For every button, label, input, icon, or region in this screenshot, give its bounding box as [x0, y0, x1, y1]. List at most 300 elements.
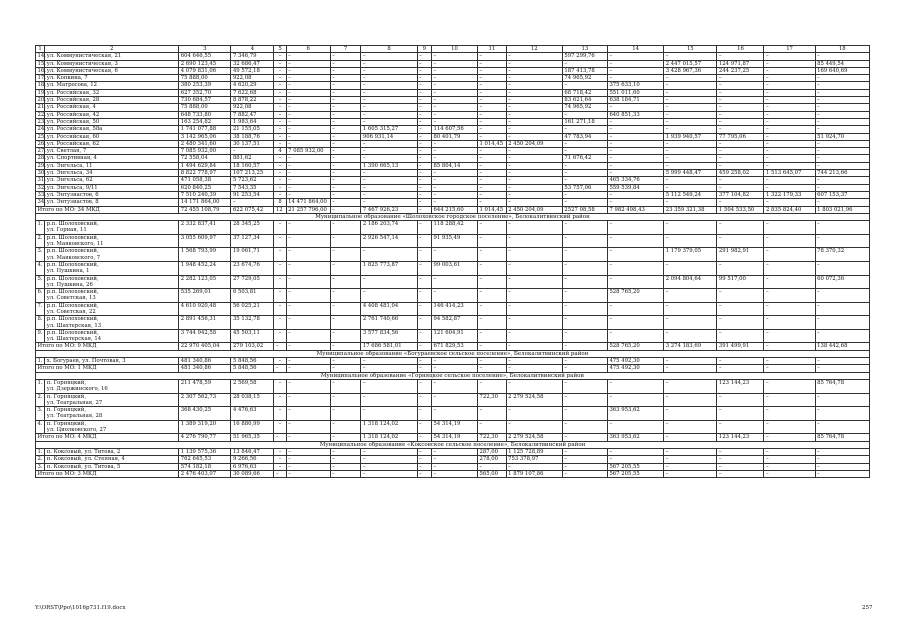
value-cell: – — [361, 199, 417, 206]
address-cell: ул. Энтузиастов, 6 — [45, 191, 179, 198]
table-row — [36, 82, 870, 89]
value-cell: 906 931,14 — [361, 133, 417, 140]
value-cell: 287,00 — [478, 448, 507, 455]
value-cell: – — [478, 261, 507, 275]
address-cell: ул. Российская, 4 — [45, 104, 179, 111]
value-cell: 1 568 793,99 — [179, 248, 231, 262]
value-cell: – — [764, 289, 815, 303]
value-cell: 567 205,55 — [607, 463, 663, 470]
value-cell: 60 072,36 — [815, 275, 869, 289]
value-cell: – — [562, 261, 607, 275]
value-cell: 744 213,66 — [815, 170, 869, 177]
value-cell: – — [478, 104, 507, 111]
value-cell: 30 137,51 — [231, 140, 274, 147]
table-row — [36, 155, 870, 162]
table-row — [36, 248, 870, 262]
value-cell: – — [764, 75, 815, 82]
value-cell: 2 891 456,31 — [179, 316, 231, 330]
value-cell: – — [274, 140, 286, 147]
value-cell: – — [274, 67, 286, 74]
value-cell: – — [286, 67, 330, 74]
value-cell: – — [478, 463, 507, 470]
value-cell: – — [286, 463, 330, 470]
value-cell: – — [286, 191, 330, 198]
value-cell: 535 269,01 — [179, 289, 231, 303]
total-cell: – — [286, 343, 330, 350]
row-number: 1. — [36, 448, 45, 455]
value-cell: – — [431, 111, 477, 118]
value-cell: – — [231, 148, 274, 155]
value-cell: 1 322 179,33 — [764, 191, 815, 198]
value-cell: 627 352,70 — [179, 89, 231, 96]
total-cell: 7 467 926,23 — [361, 206, 417, 213]
total-cell: 21 257 796,00 — [286, 206, 330, 213]
value-cell: 187 413,78 — [562, 67, 607, 74]
value-cell: – — [274, 420, 286, 434]
value-cell: – — [330, 60, 361, 67]
value-cell: 91 253,54 — [231, 191, 274, 198]
value-cell: – — [286, 221, 330, 235]
total-cell: – — [764, 434, 815, 441]
value-cell: – — [562, 393, 607, 407]
value-cell: – — [274, 177, 286, 184]
value-cell: – — [764, 155, 815, 162]
total-cell: – — [506, 365, 562, 372]
value-cell: – — [562, 379, 607, 393]
value-cell: – — [274, 133, 286, 140]
total-cell: 528 765,20 — [607, 343, 663, 350]
value-cell: – — [417, 170, 431, 177]
value-cell: – — [815, 162, 869, 169]
value-cell: 75 888,00 — [179, 104, 231, 111]
total-cell: – — [330, 434, 361, 441]
value-cell: – — [815, 221, 869, 235]
value-cell: – — [330, 82, 361, 89]
value-cell: – — [764, 148, 815, 155]
value-cell: – — [764, 248, 815, 262]
total-cell: – — [417, 365, 431, 372]
value-cell: – — [417, 97, 431, 104]
value-cell: – — [361, 358, 417, 365]
value-cell: – — [562, 275, 607, 289]
header-cell: 1 — [36, 46, 45, 53]
value-cell: – — [330, 104, 361, 111]
value-cell: 475 492,30 — [607, 358, 663, 365]
value-cell: – — [764, 199, 815, 206]
value-cell: – — [361, 60, 417, 67]
total-cell: 30 089,66 — [231, 470, 274, 477]
value-cell: – — [562, 170, 607, 177]
value-cell: – — [361, 248, 417, 262]
address-cell — [45, 289, 179, 303]
value-cell: – — [274, 170, 286, 177]
value-cell: – — [764, 133, 815, 140]
table-row — [36, 302, 870, 316]
address-line-2: ул. Пушкина, 26 — [46, 281, 93, 288]
value-cell: – — [664, 162, 717, 169]
value-cell: 1 605 315,27 — [361, 126, 417, 133]
value-cell: – — [286, 177, 330, 184]
value-cell: 1 125 728,89 — [506, 448, 562, 455]
address-line-1: р.п. Шолоховский, — [46, 261, 99, 268]
value-cell: – — [664, 111, 717, 118]
value-cell: – — [274, 316, 286, 330]
value-cell: – — [607, 148, 663, 155]
value-cell: 123 144,23 — [717, 379, 764, 393]
value-cell: – — [506, 53, 562, 60]
value-cell: 722,30 — [478, 393, 507, 407]
value-cell: – — [330, 97, 361, 104]
table-row — [36, 379, 870, 393]
value-cell: – — [506, 289, 562, 303]
total-cell: – — [361, 365, 417, 372]
value-cell: – — [607, 275, 663, 289]
value-cell: – — [562, 111, 607, 118]
value-cell: – — [330, 67, 361, 74]
value-cell: – — [361, 53, 417, 60]
value-cell: – — [717, 289, 764, 303]
value-cell: 922,08 — [231, 104, 274, 111]
value-cell: – — [361, 97, 417, 104]
value-cell: – — [417, 60, 431, 67]
row-number: 33. — [37, 191, 46, 198]
value-cell: – — [274, 261, 286, 275]
header-row — [36, 46, 870, 53]
value-cell: – — [815, 118, 869, 125]
value-cell: 620 840,25 — [179, 184, 231, 191]
table-row — [36, 89, 870, 96]
total-cell: 17 686 581,01 — [361, 343, 417, 350]
value-cell: – — [664, 97, 717, 104]
value-cell: 3 428 967,36 — [664, 67, 717, 74]
value-cell: 13 846,47 — [231, 448, 274, 455]
address-cell — [45, 379, 179, 393]
value-cell: – — [417, 289, 431, 303]
table-row — [36, 126, 870, 133]
value-cell: – — [431, 289, 477, 303]
value-cell: – — [274, 104, 286, 111]
total-cell: – — [717, 365, 764, 372]
value-cell: – — [330, 289, 361, 303]
value-cell: – — [431, 82, 477, 89]
value-cell: – — [417, 261, 431, 275]
value-cell: – — [330, 170, 361, 177]
value-cell: – — [431, 456, 477, 463]
value-cell: – — [417, 463, 431, 470]
value-cell: – — [815, 75, 869, 82]
value-cell: – — [286, 126, 330, 133]
value-cell: 528 765,20 — [607, 289, 663, 303]
address-cell: ул. Российская, 32 — [45, 89, 179, 96]
total-cell: – — [417, 434, 431, 441]
value-cell: 1 513 645,07 — [764, 170, 815, 177]
value-cell: – — [607, 118, 663, 125]
value-cell: – — [330, 177, 361, 184]
table-row — [36, 261, 870, 275]
value-cell: – — [478, 133, 507, 140]
value-cell: – — [330, 111, 361, 118]
value-cell: – — [717, 456, 764, 463]
value-cell: – — [562, 407, 607, 421]
total-label: Итого по МО: 1 МКД — [36, 365, 179, 372]
table-row — [36, 53, 870, 60]
total-cell: – — [330, 343, 361, 350]
row-number: 14. — [37, 53, 46, 60]
value-cell: 107 213,25 — [231, 170, 274, 177]
value-cell: – — [607, 248, 663, 262]
value-cell: 1 179 379,05 — [664, 248, 717, 262]
total-label: Итого по МО: 4 МКД — [36, 434, 179, 441]
value-cell: 7 882,47 — [231, 111, 274, 118]
value-cell: 211 478,59 — [179, 379, 231, 393]
value-cell: – — [286, 302, 330, 316]
header-cell: 17 — [764, 46, 815, 53]
value-cell: – — [286, 289, 330, 303]
value-cell: 2 761 740,66 — [361, 316, 417, 330]
total-cell: – — [764, 343, 815, 350]
value-cell: – — [330, 379, 361, 393]
value-cell: – — [478, 199, 507, 206]
value-cell: – — [664, 379, 717, 393]
value-cell: – — [506, 155, 562, 162]
value-cell: – — [286, 60, 330, 67]
value-cell: – — [431, 53, 477, 60]
value-cell: – — [815, 148, 869, 155]
value-cell: – — [664, 140, 717, 147]
value-cell: – — [361, 456, 417, 463]
address-line-1: р.п. Шолоховский, — [46, 221, 99, 228]
address-cell: ул. Российская, 62 — [45, 140, 179, 147]
value-cell: – — [330, 248, 361, 262]
value-cell: – — [478, 234, 507, 248]
value-cell: – — [330, 162, 361, 169]
total-cell: – — [562, 343, 607, 350]
value-cell: – — [478, 155, 507, 162]
value-cell: – — [274, 393, 286, 407]
table-row — [36, 463, 870, 470]
value-cell: – — [664, 329, 717, 343]
table-row — [36, 162, 870, 169]
value-cell: – — [764, 420, 815, 434]
value-cell: – — [417, 140, 431, 147]
address-cell: п. Коксовый, ул. Титова, 5 — [45, 463, 179, 470]
address-line-2: ул. Шахтерская, 13 — [46, 322, 102, 329]
row-number: 5. — [36, 275, 45, 289]
value-cell: – — [286, 162, 330, 169]
value-cell: – — [664, 234, 717, 248]
value-cell: – — [330, 140, 361, 147]
value-cell: – — [815, 448, 869, 455]
value-cell: – — [361, 448, 417, 455]
total-cell: 22 970 405,04 — [179, 343, 231, 350]
value-cell: – — [506, 162, 562, 169]
value-cell: 94 582,87 — [431, 316, 477, 330]
value-cell: 49 572,18 — [231, 67, 274, 74]
value-cell: – — [478, 162, 507, 169]
value-cell: – — [664, 75, 717, 82]
table-row — [36, 358, 870, 365]
value-cell: – — [506, 82, 562, 89]
value-cell: – — [664, 126, 717, 133]
value-cell: – — [330, 407, 361, 421]
value-cell: – — [815, 53, 869, 60]
value-cell: – — [417, 221, 431, 235]
value-cell: – — [286, 329, 330, 343]
value-cell: – — [274, 379, 286, 393]
value-cell: – — [764, 111, 815, 118]
value-cell: – — [330, 329, 361, 343]
value-cell: – — [431, 393, 477, 407]
value-cell: 28 038,15 — [231, 393, 274, 407]
value-cell: – — [815, 97, 869, 104]
value-cell: – — [764, 275, 815, 289]
value-cell: – — [664, 155, 717, 162]
value-cell: – — [274, 60, 286, 67]
value-cell: – — [478, 111, 507, 118]
repair-budget-table — [35, 45, 870, 478]
value-cell: – — [717, 177, 764, 184]
value-cell: – — [330, 420, 361, 434]
value-cell: 551 011,60 — [607, 89, 663, 96]
value-cell: 18 160,57 — [231, 162, 274, 169]
value-cell: – — [506, 126, 562, 133]
value-cell: 368 430,25 — [179, 407, 231, 421]
value-cell: – — [664, 358, 717, 365]
value-cell: 471 058,38 — [179, 177, 231, 184]
value-cell: – — [274, 75, 286, 82]
value-cell: – — [717, 329, 764, 343]
value-cell: – — [478, 82, 507, 89]
value-cell: – — [506, 60, 562, 67]
row-number: 20. — [37, 97, 46, 104]
value-cell: – — [764, 53, 815, 60]
table-row — [36, 140, 870, 147]
value-cell: – — [478, 89, 507, 96]
value-cell: 6 976,63 — [231, 463, 274, 470]
value-cell: – — [431, 248, 477, 262]
value-cell: – — [815, 393, 869, 407]
row-number: 17. — [37, 75, 46, 82]
value-cell: 5 723,62 — [231, 177, 274, 184]
value-cell: – — [286, 133, 330, 140]
value-cell: – — [286, 261, 330, 275]
value-cell: 7 346,79 — [231, 53, 274, 60]
value-cell: – — [764, 67, 815, 74]
value-cell: 27 729,05 — [231, 275, 274, 289]
value-cell: – — [607, 261, 663, 275]
value-cell: – — [330, 155, 361, 162]
value-cell: 54 314,19 — [431, 420, 477, 434]
value-cell: – — [478, 75, 507, 82]
value-cell: 7 510 240,39 — [179, 191, 231, 198]
value-cell: – — [431, 67, 477, 74]
total-cell: 123 144,23 — [717, 434, 764, 441]
total-cell: – — [274, 343, 286, 350]
table-row — [36, 407, 870, 421]
value-cell: – — [431, 177, 477, 184]
value-cell: – — [664, 118, 717, 125]
value-cell: – — [562, 140, 607, 147]
value-cell: – — [607, 221, 663, 235]
value-cell: – — [664, 261, 717, 275]
value-cell: – — [815, 302, 869, 316]
total-cell: 5 848,56 — [231, 365, 274, 372]
value-cell: 762 645,53 — [179, 456, 231, 463]
value-cell: 47 783,94 — [562, 133, 607, 140]
value-cell: – — [431, 140, 477, 147]
total-cell: 622 075,42 — [231, 206, 274, 213]
total-cell: 1 879 107,86 — [506, 470, 562, 477]
value-cell: – — [815, 316, 869, 330]
section-row — [36, 213, 870, 220]
value-cell: – — [330, 126, 361, 133]
value-cell: – — [478, 420, 507, 434]
value-cell: – — [330, 191, 361, 198]
value-cell: 597 299,76 — [562, 53, 607, 60]
value-cell: 3 055 609,97 — [179, 234, 231, 248]
value-cell: 124 971,87 — [717, 60, 764, 67]
section-row — [36, 372, 870, 379]
value-cell: 163 254,82 — [179, 118, 231, 125]
address-cell — [45, 393, 179, 407]
total-cell: 567 205,55 — [607, 470, 663, 477]
value-cell: – — [286, 140, 330, 147]
address-cell — [45, 316, 179, 330]
value-cell: – — [562, 420, 607, 434]
value-cell: – — [478, 407, 507, 421]
value-cell: – — [286, 234, 330, 248]
value-cell: – — [286, 275, 330, 289]
value-cell: – — [815, 234, 869, 248]
value-cell: – — [286, 170, 330, 177]
value-cell: 83 621,64 — [562, 97, 607, 104]
value-cell: 1 939 940,57 — [664, 133, 717, 140]
value-cell: – — [330, 275, 361, 289]
total-cell: 481 340,86 — [179, 365, 231, 372]
value-cell: – — [286, 456, 330, 463]
value-cell: 922,08 — [231, 75, 274, 82]
value-cell: – — [478, 358, 507, 365]
row-number: 3. — [36, 407, 45, 421]
table-row — [36, 170, 870, 177]
page-number: 257 — [862, 605, 873, 611]
table-row — [36, 199, 870, 206]
value-cell: – — [286, 89, 330, 96]
row-number: 1. — [36, 358, 45, 365]
table-row — [36, 97, 870, 104]
value-cell: – — [664, 463, 717, 470]
value-cell: – — [274, 248, 286, 262]
value-cell: 4 — [274, 148, 286, 155]
value-cell: – — [607, 104, 663, 111]
value-cell: – — [815, 420, 869, 434]
value-cell: – — [431, 463, 477, 470]
header-cell: 2 — [45, 46, 179, 53]
value-cell: 3 577 834,56 — [361, 329, 417, 343]
value-cell: – — [506, 248, 562, 262]
value-cell: – — [506, 104, 562, 111]
value-cell: – — [717, 89, 764, 96]
value-cell: – — [764, 184, 815, 191]
value-cell: – — [506, 148, 562, 155]
total-cell: 279 103,02 — [231, 343, 274, 350]
value-cell: – — [607, 379, 663, 393]
value-cell: – — [286, 118, 330, 125]
value-cell: – — [361, 191, 417, 198]
value-cell: – — [330, 221, 361, 235]
table-row — [36, 420, 870, 434]
value-cell: 6 503,81 — [231, 289, 274, 303]
